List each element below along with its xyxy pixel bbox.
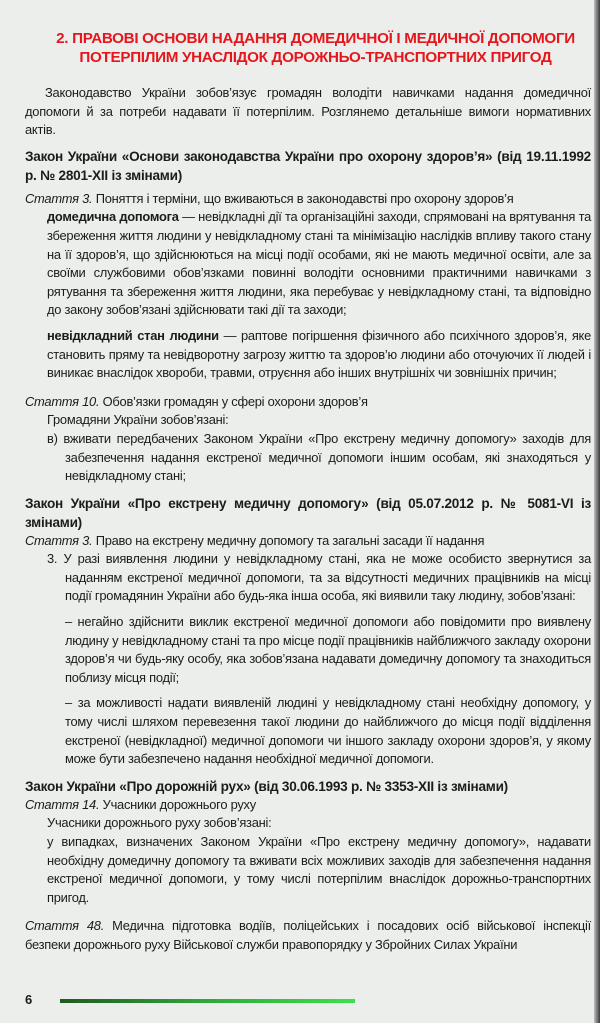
definition: — невідкладні дії та організаційні заходи, спрямовані на врятування та збереження життя людини у невідкладному стані та мінімізацію наслідків впливу такого стану на її здоров’я, що здійснюються на місці події особами, які не мають медичної освіти, але за своїми службовими обов’язками повинні володіти основними практичними навичками з рятування та збереження життя людини, яка перебуває у невідкладному стані, та відповідно до закону зобов’язані здійснювати такі дії та заходи; [47, 209, 592, 318]
term: домедична допомога [47, 209, 179, 225]
article-label: Стаття 14. [25, 796, 100, 812]
title-line-2: ПОТЕРПІЛИМ УНАСЛІДОК ДОРОЖНЬО-ТРАНСПОРТНИХ ПРИГОД [79, 49, 552, 66]
law1-heading: Закон України «Основи законодавства України про охорону здоров’я» (від 19.11.1992 р. № 2801-XII із змінами) [25, 148, 591, 183]
page-footer [25, 991, 591, 1011]
article-label: Стаття 3. [25, 190, 93, 206]
law1-block [25, 147, 591, 486]
article14-lead: Учасники дорожнього руху зобов’язані: [47, 815, 272, 831]
law3-block [25, 777, 591, 955]
law3-article14 [25, 796, 591, 815]
article-label: Стаття 10. [25, 393, 100, 409]
page-edge-shadow [594, 0, 600, 1023]
article-title: Право на екстрену медичну допомогу та загальні засади її надання [92, 532, 485, 548]
law1-article3 [25, 190, 591, 209]
article-title: Учасники дорожнього руху [99, 796, 256, 812]
law3-article48 [25, 917, 591, 954]
intro-paragraph: Законодавство України зобов’язує громадян володіти навичками надання домедичної допомоги й за потреби надавати її потерпілим. Розглянемо детальніше вимоги нормативних актів. [25, 85, 591, 138]
article-title: Медична підготовка водіїв, поліцейських і посадових осіб військової інспекції безпеки дорожнього руху Військової служби правопорядку у Збройних Силах України [25, 918, 592, 952]
article3-item-3: 3. У разі виявлення людини у невідкладному стані, яка не може особисто звернутися за наданням екстреної медичної допомоги, та за відсутності медичних працівників на місці події громадянин України або будь-яка інша особа, які виявили таку людину, зобов’язані: [47, 551, 591, 604]
article-title: Обов’язки громадян у сфері охорони здоров’я [99, 393, 368, 409]
law2-heading: Закон України «Про екстрену медичну допомогу» (від 05.07.2012 р. № 5081-VI із змінами) [25, 495, 591, 530]
term: невідкладний стан людини [47, 327, 219, 343]
law2-article3 [25, 532, 591, 551]
intro-block [25, 84, 591, 140]
footer-accent-bar [60, 999, 355, 1003]
article-title: Поняття і терміни, що вживаються в законодавстві про охорону здоров’я [92, 190, 514, 206]
law1-article10 [25, 393, 591, 412]
term-definition-2 [25, 327, 591, 383]
dash-item-2: – за можливості надати виявленій людині у невідкладному стані необхідну допомогу, у тому числі шляхом перевезення такої людини до найближчого до місця події відділення екстреної (невідкладної) медичної допомоги чи іншого закладу охорони здоров’я, у якому може бути забезпечено надання необхідної медичної допомоги. [65, 695, 591, 767]
definition: — раптове погіршення фізичного або психічного здоров’я, яке становить пряму та невідворотну загрозу життю та здоров’ю людини або оточуючих її людей і виникає внаслідок хвороби, травми, отруєння або інших внутрішніх чи зовнішніх причин; [47, 327, 592, 381]
article10-item-v: в) вживати передбачених Законом України «Про екстрену медичну допомогу» заходів для забезпечення надання екстреної медичної допомоги іншим особам, які знаходяться у невідкладному стані; [47, 430, 591, 484]
article-label: Стаття 48. [25, 918, 105, 934]
article14-text: у випадках, визначених Законом України «Про екстрену медичну допомогу», надавати необхідну домедичну допомогу та вживати всіх можливих заходів для забезпечення надання екстреної медичної допомоги, у тому числі потерпілим внаслідок дорожньо-транспортних пригод. [47, 834, 591, 905]
law3-heading: Закон України «Про дорожній рух» (від 30.06.1993 р. № 3353-XII із змінами) [25, 778, 508, 794]
section-title [40, 29, 591, 67]
page-number: 6 [25, 992, 32, 1008]
term-definition-1 [25, 208, 591, 320]
dash-item-1: – негайно здійснити виклик екстреної медичної допомоги або повідомити про виявлену людину у невідкладному стані та про місце події працівників найближчого закладу охорони здоров’я чи будь-яку особу, яка зобов’язана надавати домедичну допомогу та знаходиться поблизу місця події; [65, 614, 591, 685]
article10-lead: Громадяни України зобов’язані: [47, 412, 229, 428]
title-line-1: 2. ПРАВОВІ ОСНОВИ НАДАННЯ ДОМЕДИЧНОЇ І МЕДИЧНОЇ ДОПОМОГИ [56, 30, 575, 47]
article-label: Стаття 3. [25, 532, 93, 548]
law2-block [25, 494, 591, 769]
